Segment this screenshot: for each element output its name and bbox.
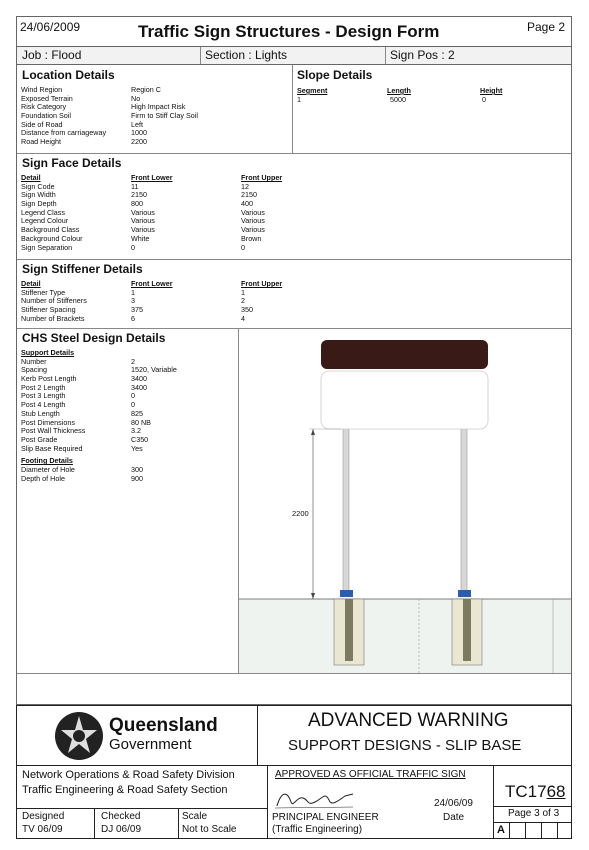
chs-title: CHS Steel Design Details: [22, 331, 166, 345]
scale-label: Scale: [182, 811, 208, 822]
heading-1: ADVANCED WARNING: [308, 710, 509, 731]
table-row: Kerb Post Length 3400: [21, 374, 147, 384]
post-right: [461, 429, 467, 591]
sign-face-table: Detail Front Lower Front Upper Sign Code 11 12 Sign Width 2150 2150 Sign Depth 800 400 Legend Class Various Various Legend Colour Various Various Background Class Various Various Background Colour White Brown Sign Separation 0 0: [21, 174, 321, 252]
table-row: Diameter of Hole 300: [21, 464, 143, 474]
upper-sign: [321, 340, 488, 369]
table-row: Sign Code 11 12: [21, 181, 249, 191]
queensland-crest-icon: [53, 710, 105, 762]
page-of: Page 3 of 3: [508, 808, 560, 819]
table-row: Post Grade C350: [21, 434, 149, 444]
engineer-line2: (Traffic Engineering): [272, 824, 363, 835]
page-title: Traffic Sign Structures - Design Form: [138, 22, 440, 41]
designed-value: TV 06/09: [22, 824, 63, 835]
title-block: [16, 705, 572, 839]
signature: [273, 786, 357, 812]
table-row: Post 2 Length 3400: [21, 382, 147, 392]
header-date: 24/06/2009: [20, 20, 81, 34]
approved-label: APPROVED AS OFFICIAL TRAFFIC SIGN: [275, 769, 466, 780]
slope-title: Slope Details: [297, 68, 373, 82]
logo-line2: Government: [109, 736, 192, 753]
heading-2: SUPPORT DESIGNS - SLIP BASE: [288, 737, 522, 754]
table-row: Post Dimensions 80 NB: [21, 417, 151, 427]
slip-base-left: [340, 590, 353, 597]
slope-table: Segment Length Height 1 5000 0: [297, 86, 503, 104]
scale-value: Not to Scale: [182, 824, 237, 835]
table-row: Background Colour White Brown: [21, 233, 262, 243]
revision: A: [497, 824, 505, 836]
table-row: Number 2: [21, 356, 135, 366]
drawing-number: TC1768: [505, 782, 566, 801]
stiffener-table: Detail Front Lower Front Upper Stiffener Type 1 1 Number of Stiffeners 3 2 Stiffener Spacing 375 350 Number of Brackets 6 4: [21, 280, 321, 323]
table-row: Depth of Hole 900: [21, 473, 143, 483]
support-details: Support Details Number 2 Spacing 1520, Variable Kerb Post Length 3400 Post 2 Length 3400 Post 3 Length 0 Post 4 Length 0 Stub Length 825 Post Dimensions 80 NB Post Wall Thickness 3.2 Post Grade C350 Slip Base Required Yes Footing Details Diameter of Hole 300 Depth of Hole 900: [21, 348, 177, 483]
job-row: [17, 47, 571, 64]
location-title: Location Details: [22, 68, 115, 82]
table-row: Number of Brackets 6 4: [21, 313, 245, 323]
dept-line1: Network Operations & Road Safety Division: [22, 769, 235, 781]
job-label: Job : Flood: [22, 48, 82, 62]
table-row: Legend Colour Various Various: [21, 216, 265, 226]
header-page: Page 2: [527, 20, 566, 34]
sign-face-title: Sign Face Details: [22, 156, 122, 170]
logo-line1: Queensland: [109, 715, 218, 736]
table-row: Post 4 Length 0: [21, 400, 135, 410]
checked-value: DJ 06/09: [101, 824, 142, 835]
designed-label: Designed: [22, 811, 65, 822]
table-row: Background Class Various Various: [21, 225, 265, 235]
table-row: Post Wall Thickness 3.2: [21, 426, 141, 436]
table-row: Stiffener Spacing 375 350: [21, 305, 253, 315]
dept-line2: Traffic Engineering & Road Safety Section: [22, 784, 228, 796]
stiffener-title: Sign Stiffener Details: [22, 262, 143, 276]
table-row: Sign Depth 800 400: [21, 199, 253, 209]
table-row: Stub Length 825: [21, 408, 143, 418]
engineer-line1: PRINCIPAL ENGINEER: [272, 812, 379, 823]
table-row: Stiffener Type 1 1: [21, 287, 245, 297]
table-row: Number of Stiffeners 3 2: [21, 296, 245, 306]
signature-date: 24/06/09: [434, 798, 473, 809]
slip-base-right: [458, 590, 471, 597]
location-labels: Wind Region Exposed Terrain Risk Category Foundation Soil Side of Road Distance from carriageway Road Height: [21, 85, 107, 147]
lower-sign: [321, 371, 488, 429]
table-row: Sign Separation 0 0: [21, 242, 245, 252]
checked-label: Checked: [101, 811, 141, 822]
table-row: Spacing 1520, Variable: [21, 365, 177, 375]
dimension-label: 2200: [292, 509, 309, 518]
table-row: Legend Class Various Various: [21, 207, 265, 217]
table-row: Slip Base Required Yes: [21, 443, 143, 453]
table-row: Post 3 Length 0: [21, 391, 135, 401]
location-values: Region C No High Impact Risk Firm to Stiff Clay Soil Left 1000 2200: [131, 85, 198, 147]
ground-area: [239, 599, 571, 673]
sign-pos-label: Sign Pos : 2: [390, 48, 455, 62]
date-label: Date: [443, 812, 465, 823]
support-drawing: [239, 329, 571, 673]
section-label: Section : Lights: [205, 48, 288, 62]
table-row: Sign Width 2150 2150: [21, 190, 257, 200]
post-left: [343, 429, 349, 591]
